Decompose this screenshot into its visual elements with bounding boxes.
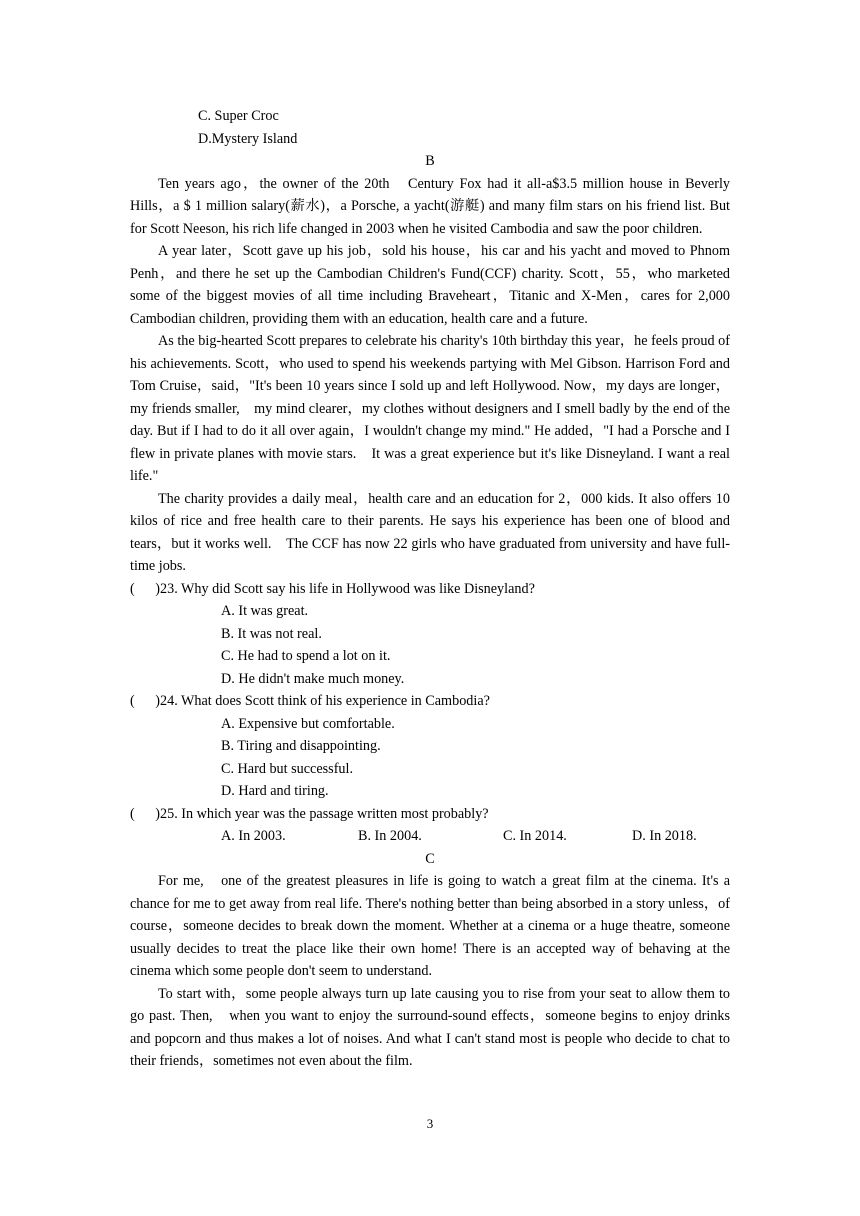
section-b-paragraph-2: A year later，Scott gave up his job，sold his house，his car and his yacht and moved to Phnom Penh，and there he set up the Cambodian Children's Fund(CCF) charity. Scott，55，who marketed some of the biggest movies of all time including Braveheart，Titanic and X-Men，cares for 2,000 Cambodian children, providing them with an education, health care and a future. <box>130 243 730 327</box>
option-d: D. Hard and tiring. <box>221 783 329 799</box>
page-number: 3 <box>426 1116 434 1131</box>
option-d: D. In 2018. <box>632 828 697 844</box>
section-b-paragraph-4: The charity provides a daily meal，health care and an education for 2，000 kids. It also offers 10 kilos of rice and free health care to their parents. He says his experience has been one of blood and tears，but it works well. The CCF has now 22 girls who have graduated from university and have full-time jobs. <box>130 490 730 574</box>
section-b-paragraph-3: As the big-hearted Scott prepares to celebrate his charity's 10th birthday this year，he feels proud of his achievements. Scott，who used to spend his weekends partying with Mel Gibson. Harrison Ford and Tom Cruise，said，"It's been 10 years since I sold up and left Hollywood. Now，my days are longer，my friends smaller, my mind clearer，my clothes without designers and I smell badly by the end of the day. But if I had to do it all over again，I wouldn't change my mind." He added，"I had a Porsche and I flew in private planes with movie stars. It was a great experience but it's like Disneyland. I want a real life." <box>130 333 730 484</box>
section-c-label: C <box>425 850 435 867</box>
question-23-options <box>130 600 730 690</box>
page-content <box>130 105 730 1073</box>
question-text: 24. What does Scott think of his experience in Cambodia? <box>160 693 490 709</box>
question-text: 23. Why did Scott say his life in Hollywood was like Disneyland? <box>160 580 535 597</box>
question-23 <box>130 578 730 601</box>
section-b-paragraph-1: Ten years ago，the owner of the 20th Century Fox had it all-a$3.5 million house in Beverly Hills，a $ 1 million salary(薪水)，a Porsche, a yacht(游艇) and many film stars on his friend list. But for Scott Neeson, his rich life changed in 2003 when he visited Cambodia and saw the poor children. <box>130 175 730 237</box>
option-c: C. In 2014. <box>503 828 567 844</box>
option-b: B. Tiring and disappointing. <box>221 738 381 754</box>
section-c-paragraph-1: For me, one of the greatest pleasures in life is going to watch a great film at the cinema. It's a chance for me to get away from real life. There's nothing better than being absorbed in a story unless，of course，someone decides to break down the moment. Whether at a cinema or a huge theatre, someone usually decides to treat the place like their own home! There is an accepted way of behaving at the cinema which some people don't seem to understand. <box>130 873 730 979</box>
option-b: B. In 2004. <box>358 828 422 844</box>
option-a: A. In 2003. <box>221 828 286 844</box>
prev-option-c: C. Super Croc <box>198 108 279 124</box>
option-d: D. He didn't make much money. <box>221 670 405 687</box>
question-25-options <box>130 825 730 848</box>
answer-blank[interactable] <box>130 578 160 601</box>
question-24-options <box>130 713 730 803</box>
answer-blank[interactable] <box>130 690 160 713</box>
option-c: C. Hard but successful. <box>221 760 353 777</box>
option-b: B. It was not real. <box>221 625 322 642</box>
prev-option-d: D.Mystery Island <box>198 130 298 147</box>
answer-blank[interactable] <box>130 803 160 826</box>
option-a: A. Expensive but comfortable. <box>221 715 395 732</box>
section-c-paragraph-2: To start with，some people always turn up late causing you to rise from your seat to allow them to go past. Then, when you want to enjoy the surround-sound effects，someone begins to enjoy drinks and popcorn and thus makes a lot of noises. And what I can't stand most is people who decide to chat to their friends，sometimes not even about the film. <box>130 985 730 1069</box>
question-24 <box>130 690 730 713</box>
question-25 <box>130 803 730 826</box>
section-b-label: B <box>425 153 435 169</box>
option-a: A. It was great. <box>221 603 309 619</box>
question-text: 25. In which year was the passage written most probably? <box>160 805 489 822</box>
option-c: C. He had to spend a lot on it. <box>221 648 391 664</box>
